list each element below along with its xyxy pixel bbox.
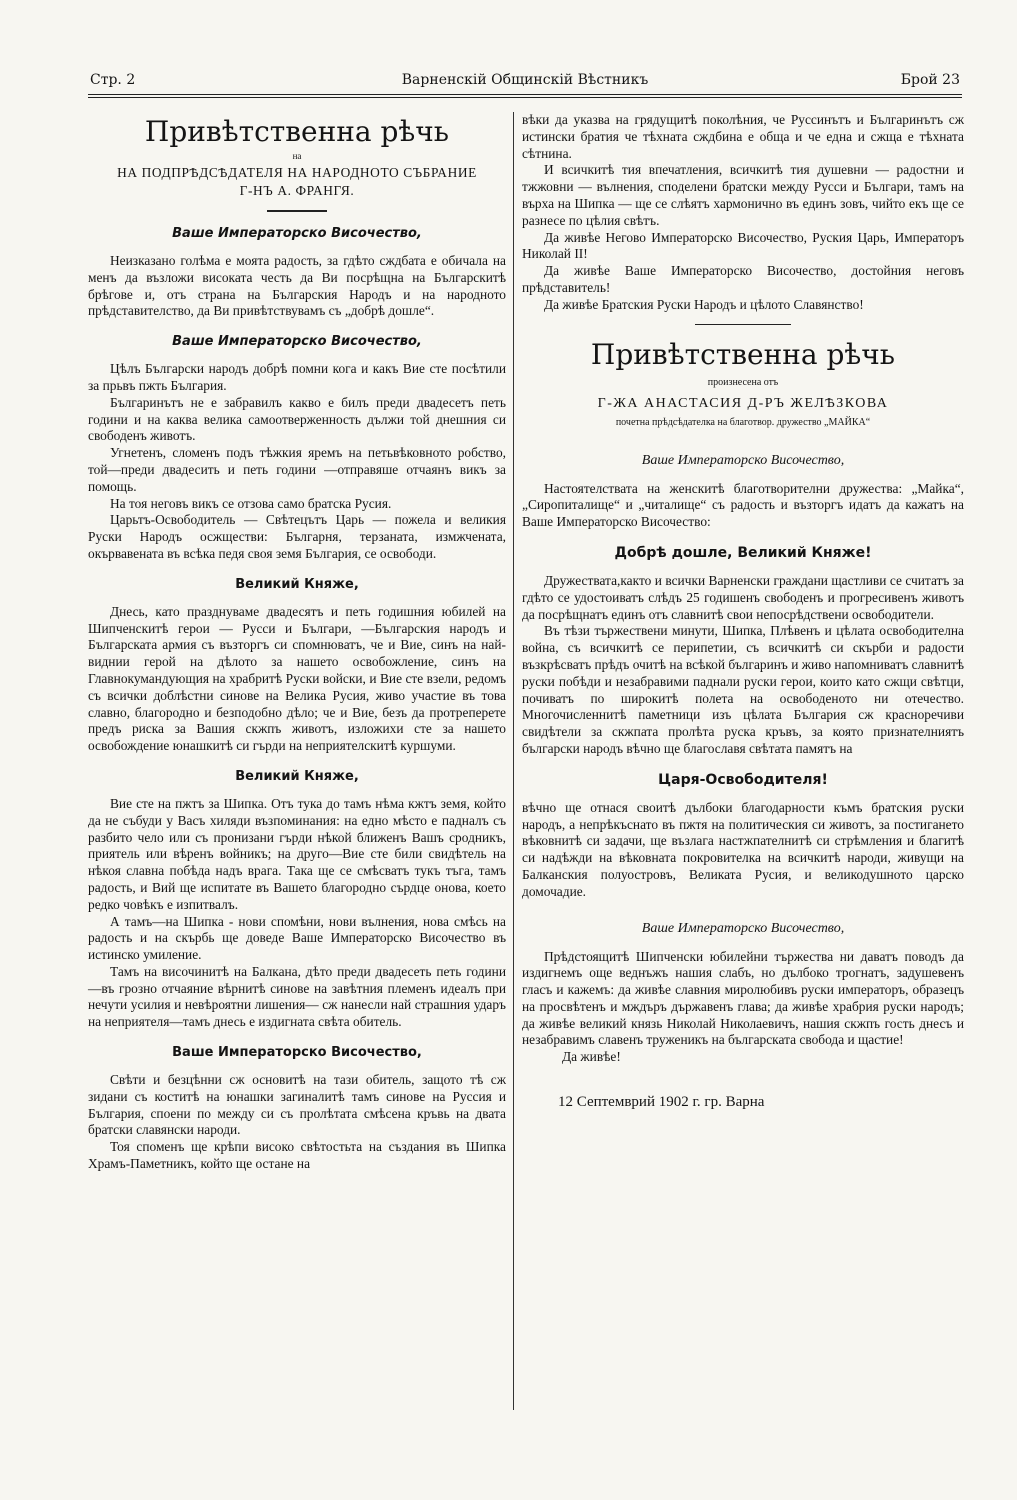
paragraph: И всичкитѣ тия впечатления, всичкитѣ тия душевни — радостни и тжжовни — вълнения, споделени братски между Русси и Българи, тамъ на върха на Шипка — ще се слѣятъ хармонично въ единъ зовъ, чийто екъ ще се разнесе по цѣлия свѣтъ. (522, 162, 964, 228)
speaker-name: Г-ЖА АНАСТАСИЯ Д-РЪ ЖЕЛѢЗКОВА (597, 395, 889, 411)
title-connector: на (292, 151, 302, 161)
paragraph: Да живѣе! (562, 1049, 621, 1065)
paragraph: На тоя неговъ викъ се отзова само братска Русия. (110, 495, 392, 511)
paragraph: Прѣдстоящитѣ Шипченски юбилейни тържества ни даватъ поводъ да издигнемъ още веднъжъ нашия слабъ, но дълбоко трогнатъ, задушевенъ гласъ и кажемъ: да живѣе славния миролюбивъ руски императоръ, образецъ на просвѣтенъ и мждъръ държавенъ глава; да живѣе храбрия руски народъ; да живѣе великий князь Николай Николаевичъ, нашия скжпъ гость днесъ и незабравимъ славенъ труженикъ на българската свобода и щастие! (522, 948, 964, 1048)
section-heading: Царя-Освободителя! (658, 771, 828, 788)
speaker-name: Г-НЪ А. ФРАНГЯ. (239, 183, 355, 198)
paragraph: Царьтъ-Освободитель — Свѣтецътъ Царь — пожела и великия Руски Народъ осжществи: Българня, терзаната, измжчената, окървавената въ всѣка педя своя земя България, се освободи. (88, 512, 506, 561)
section-heading: Ваше Императорско Височество, (172, 334, 422, 350)
paragraph: Неизказано голѣма е моята радость, за гдѣто сждбата е обичала на менъ да възложи високата честь да Ви посрѣщна на Българскитѣ брѣгове и, отъ страна на Българския Народъ и на народното прѣдставителство, да Ви привѣтствувамъ съ „добрѣ дошле“. (88, 253, 506, 319)
newspaper-title: Варненскiй Общинскiй Вѣстникъ (401, 72, 649, 88)
speaker-position: почетна прѣдсѣдателка на благотвор. дружество „МАЙКА“ (615, 416, 871, 428)
paragraph: Угнетенъ, сломенъ подъ тѣжкия яремъ на петьвѣковното робство, той—преди двадесить и петь години —отправяше отчаянъ викъ за помощь. (88, 445, 506, 494)
paragraph: А тамъ—на Шипка - нови спомѣни, нови вълнения, нова смѣсь на радость и на скърбь ще доведе Ваше Императорско Височество въ истинско умиление. (88, 913, 506, 963)
left-column (88, 112, 506, 1173)
section-heading: Добрѣ дошле, Великий Княже! (614, 544, 872, 561)
section-heading: Ваше Императорско Височество, (172, 226, 422, 241)
date-line: 12 Септемврий 1902 г. гр. Варна (558, 1094, 765, 1111)
column-divider (513, 112, 514, 1410)
section-rule (695, 324, 791, 325)
paragraph: Вие сте на пжтъ за Шипка. Отъ тука до тамъ нѣма кжтъ земя, който да не събуди у Васъ хиляди възпоминания: на едно мѣсто е падналъ съ разбито чело или съ пронизани гърди нѣкой ближенъ Вашъ сродникъ, приятель или вѣренъ войникъ; на друго—Вие сте били свидѣтель на нѣкоя славна побѣда надъ врага. Така ще се смѣсватъ тукъ тъга, тамъ радость, и Вий ще испитате въ Вашето благородно сърдце онова, което редко човѣкъ е изпитвалъ. (88, 795, 506, 912)
header-rule-top (88, 94, 962, 95)
paragraph: Свѣти и безцѣнни сж основитѣ на тази обитель, защото тѣ сж зидани съ коститѣ на юнашки загиналитѣ тамъ синове на Руссия и България, споени по между си съ пролѣтата смѣсена кръвь на двата братски славянски народи. (88, 1072, 506, 1138)
paragraph: Тоя споменъ ще крѣпи високо свѣтостьта на създания въ Шипка Храмъ-Паметникъ, който ще остане на (88, 1139, 506, 1172)
paragraph: Да живѣе Братския Руски Народъ и цѣлото Славянство! (544, 296, 864, 312)
paragraph: Днесь, като празднуваме двадесятъ и петь годишния юбилей на Шипченскитѣ герои — Русси и Българи, —Българския народъ и Българската армия съ възторгъ си спомнюватъ, че и Вие, синъ на най-виднии герой на дѣлото за нашето освобожление, синъ на Главнокумандующия на храбритѣ Руски войски, и Вие сте взели, редомъ съ всички доблѣстни синове на Велика Русия, живо участие въ това славно, благородно и безподобно дѣло; че и Вие, безъ да протреперете предъ риска за Вашия скжпъ животъ, изложихи сте за нашето освобождение юнашкитѣ си гърди на неприятелскитѣ куршуми. (88, 603, 506, 754)
paragraph: Тамъ на височинитѣ на Балкана, дѣто преди двадесеть петь години—въ грозно отчаяние вѣрнитѣ синове на завѣтния племенъ идеалъ при нечути усилия и невѣроятни лишения— сж нанесли най страшния ударъ на неприятеля—тамъ днесь е издигната свѣта обитель. (88, 963, 506, 1030)
paragraph: Настоятелствата на женскитѣ благотворителни дружества: „Майка“, „Сиропиталище“ и „читалище“ съ радость и възторгъ идатъ да кажатъ на Ваше Императорско Височество: (522, 480, 964, 530)
speech-title: Привѣтственна рѣчь (144, 115, 450, 148)
speaker-position: НА ПОДПРѢДСѢДАТЕЛЯ НА НАРОДНОТО СЪБРАНИЕ (117, 165, 477, 180)
paragraph: Да живѣе Негово Императорско Височество, Руския Царь, Императоръ Николай II! (522, 229, 964, 262)
issue-number: Брой 23 (900, 72, 960, 88)
speech-title: Привѣтственна рѣчь (590, 337, 896, 371)
paragraph: Българинътъ не е забравилъ какво е билъ преди двадесетъ петь години и на каква велика самоотверженность дължи той днешния си свободенъ животъ. (88, 394, 506, 444)
page-number: Стр. 2 (90, 72, 136, 88)
paragraph: вѣчно ще отнася своитѣ дълбоки благодарности къмъ братския руски народъ, а непрѣкъснато въ пжтя на политическия си животъ, за постигането вѣковнитѣ си задачи, ще възлага настжпателнитѣ си стрѣмления и благитѣ си надѣжди на вѣковната покровителка на всичкитѣ народи, живущи на Балканския полуостровъ, Великата Русия, и великодушното царско домочадие. (522, 799, 964, 899)
paragraph: вѣки да указва на грядущитѣ поколѣния, че Руссинътъ и Българинътъ сж истински братия че тѣхната сждбина е обща и че една и сжща е тѣхната сѣтнина. (522, 112, 964, 161)
section-heading: Великий Княже, (235, 768, 359, 784)
section-heading: Ваше Императорско Височество, (641, 452, 845, 468)
section-heading: Ваше Императорско Височество, (172, 1045, 422, 1061)
paragraph: Дружествата,както и всички Варненски граждани щастливи се считатъ за гдѣто се удостоиватъ слѣдъ 25 годишенъ свободенъ и прогресивенъ животъ да посрѣщнатъ единъ отъ славнитѣ свои непосрѣдствени освободители. (522, 572, 964, 622)
header-rule-bottom (88, 97, 962, 98)
paragraph: Да живѣе Ваше Императорско Височество, достойния неговъ прѣдставитель! (522, 263, 964, 295)
right-column (522, 112, 964, 1111)
title-rule (267, 210, 327, 212)
title-connector: произнесена отъ (707, 376, 779, 388)
paragraph: Цѣлъ Български народъ добрѣ помни кога и какъ Вие сте посѣтили за прьвъ пжть България. (88, 361, 506, 393)
section-heading: Ваше Императорско Височество, (641, 920, 845, 936)
section-heading: Великий Княже, (235, 576, 359, 592)
page-header (90, 72, 960, 94)
paragraph: Въ тѣзи тържествени минути, Шипка, Плѣвенъ и цѣлата освободителна война, съ всичкитѣ се перипетии, съ всичкитѣ си скърби и радости възкрѣсватъ прѣдъ очитѣ на всѣкой българинъ и живо напомниватъ славнитѣ руски побѣди и незабравими паднали руски герои, които като сжщи свѣтци, почиватъ по широкитѣ полета на освободеното ни отечество. Многочисленнитѣ паметници изъ цѣлата България сж красноречиви свидѣтели за скжпата пролѣта руска кръвъ, за която признателниятъ български народъ вѣчно ще благославя свѣтата памятъ на (522, 623, 964, 756)
